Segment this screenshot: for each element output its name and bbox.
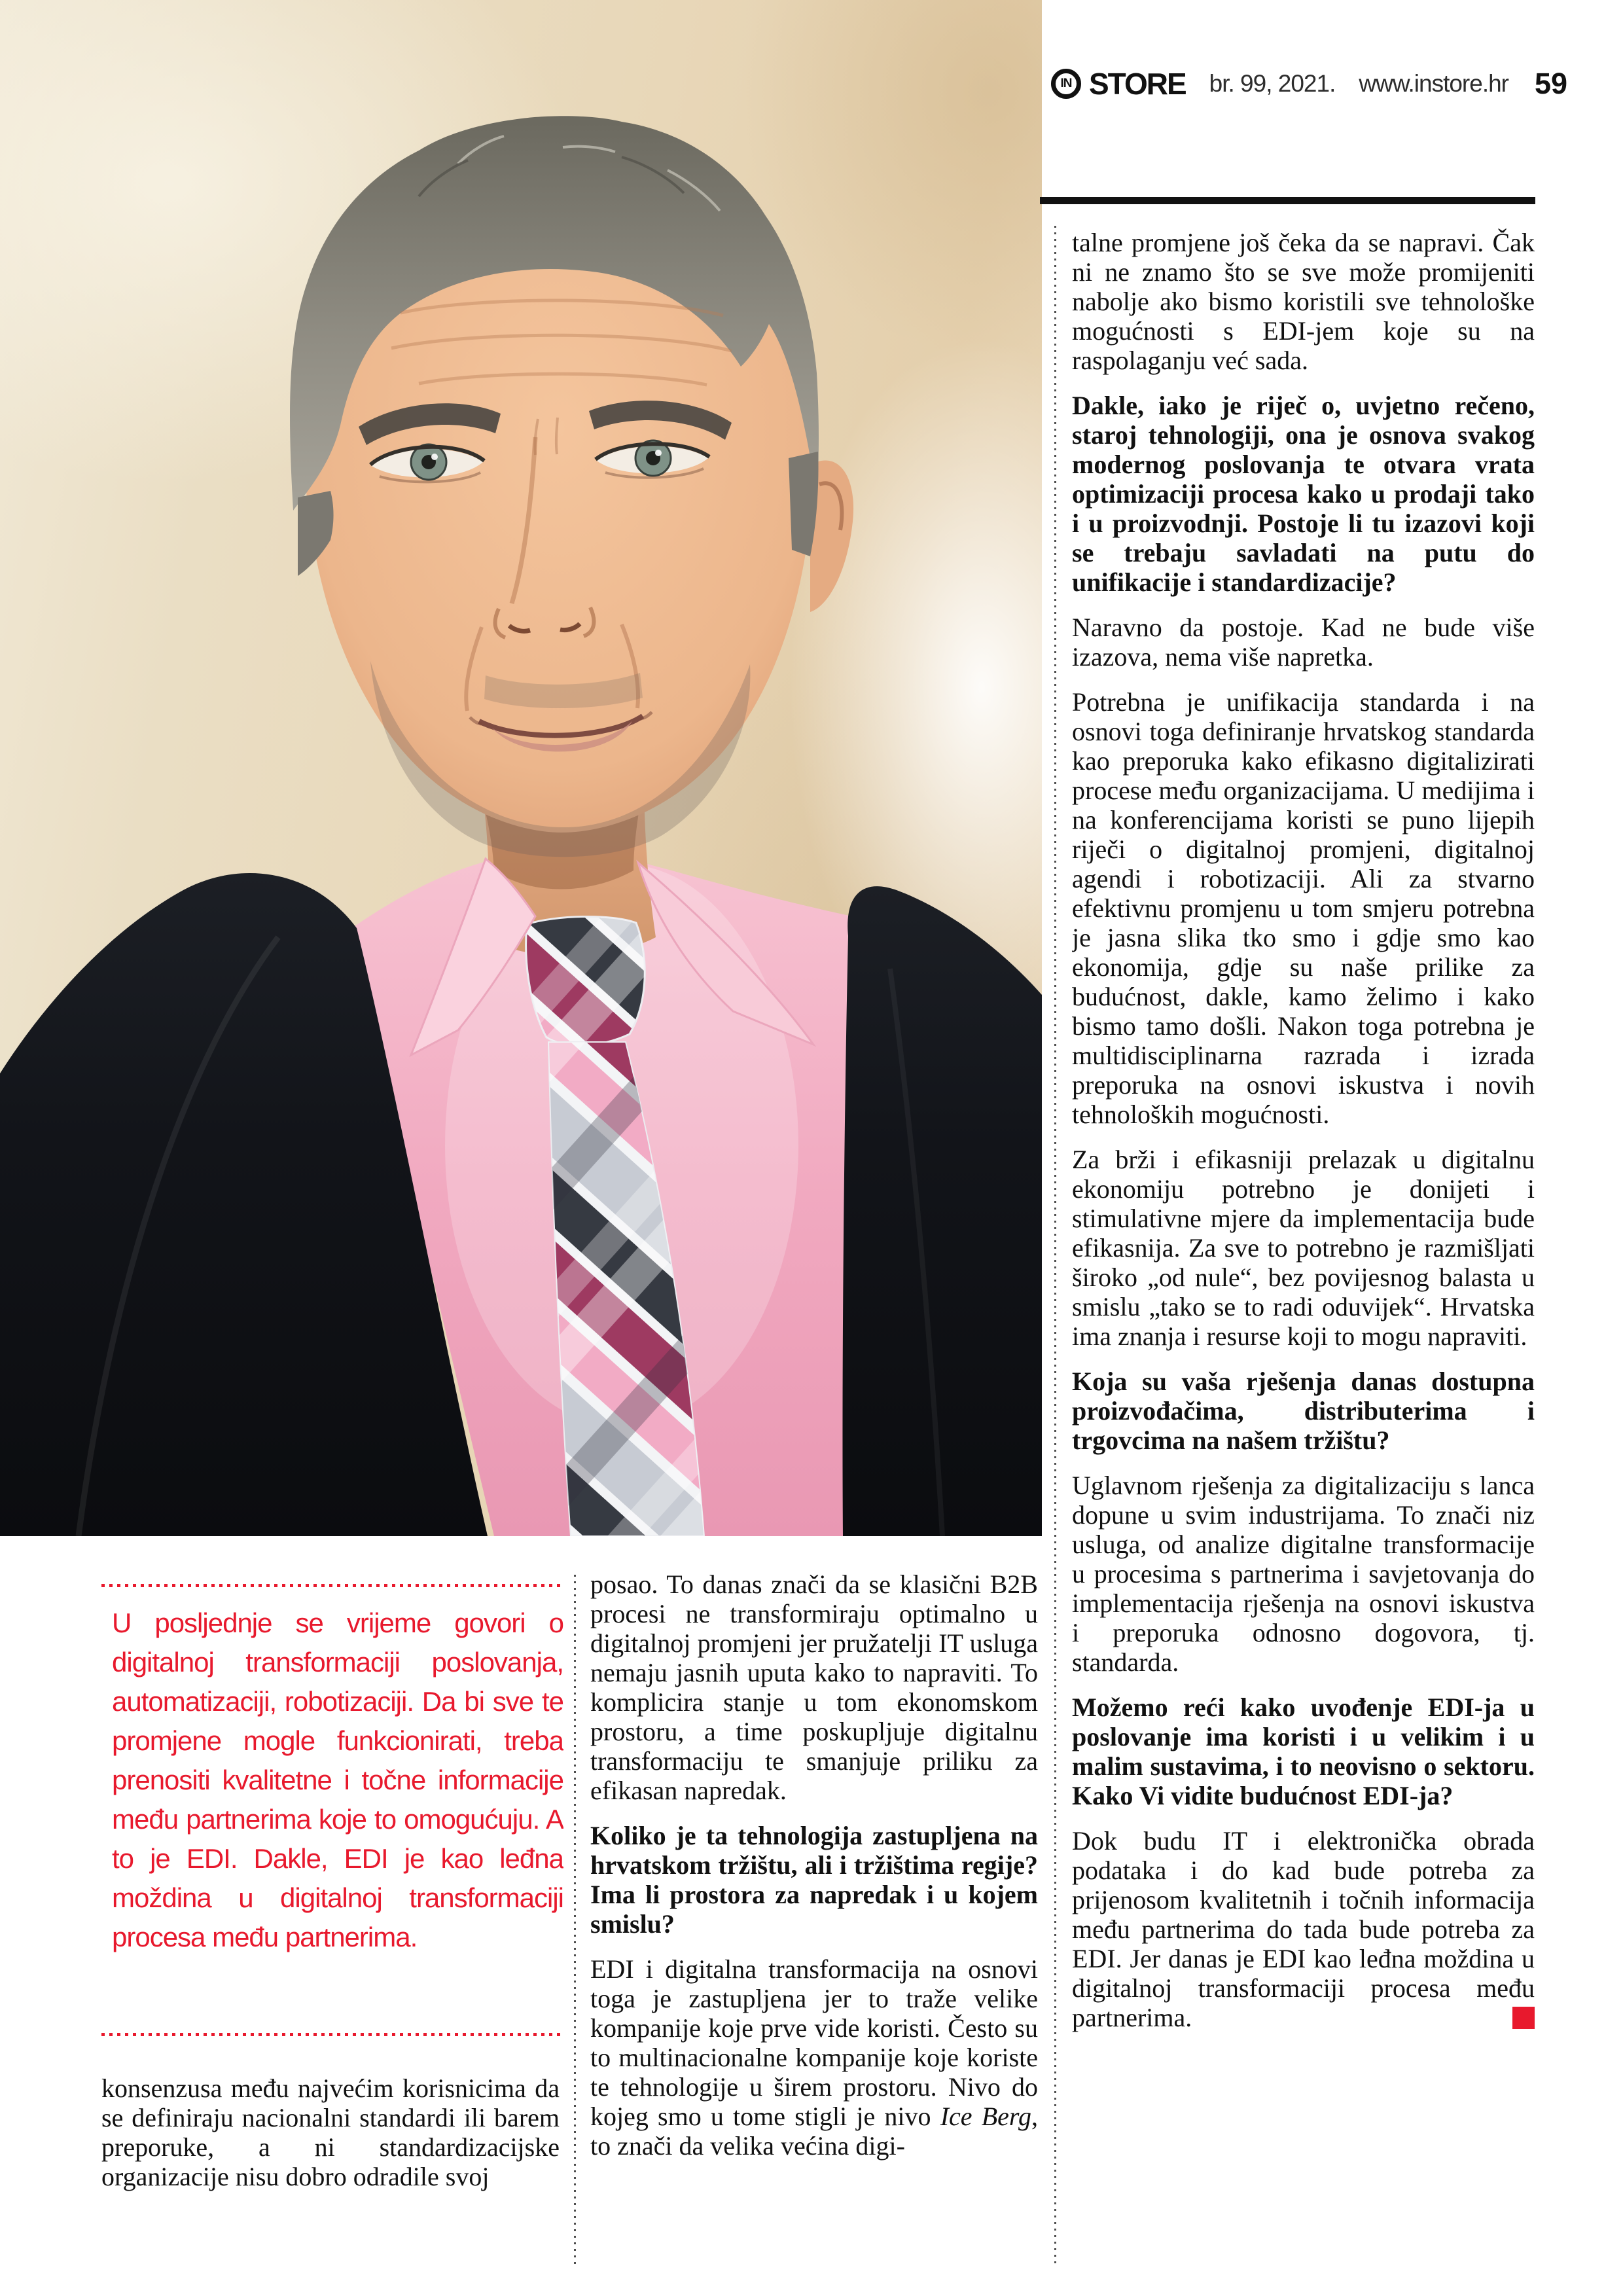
article-end-marker [1512, 2007, 1535, 2029]
column-top-rule [1040, 197, 1535, 204]
paragraph-segment: , to znači da velika većina digi- [590, 2102, 1038, 2161]
interview-question: Koliko je ta tehnologija zastupljena na hrvatskom tržištu, ali i tržištima regije? Ima li prostora za napredak i u kojem smislu? [590, 1821, 1038, 1939]
article-column-left [101, 2073, 560, 2270]
article-column-right [1072, 228, 1535, 2191]
paragraph: posao. To danas znači da se klasični B2B procesi ne transformiraju optimalno u digitalnoj promjeni jer pružatelji IT usluga nemaju jasnih uputa kako to napraviti. To komplicira stanje u tom ekonomskom prostoru, a time poskupljuje digitalnu transformaciju te smanjuje priliku za efikasan napredak. [590, 1570, 1038, 1805]
issue-number: br. 99, 2021. [1209, 70, 1336, 97]
quote-top-dotted-rule [101, 1584, 561, 1587]
portrait-illustration [0, 0, 1042, 1536]
paragraph [590, 1954, 1038, 2161]
website-url: www.instore.hr [1359, 70, 1509, 97]
pull-quote: U posljednje se vrijeme govori o digitalnoj transformaciji poslovanja, automatizaciji, robotizaciji. Da bi sve te promjene mogle funkcionirati, treba prenositi kvalitetne i točne informacije među partnerima koje to omogućuju. A to je EDI. Dakle, EDI je kao leđna moždina u digitalnoj transformaciji procesa među partnerima. [112, 1607, 563, 1952]
paragraph [1072, 1826, 1535, 2032]
brand-name: STORE [1089, 67, 1186, 101]
instore-logo-icon [1051, 69, 1081, 99]
column-divider-dotted [1054, 226, 1056, 2266]
portrait-photo [0, 0, 1042, 1536]
interview-question: Možemo reći kako uvođenje EDI-ja u poslovanje ima koristi i u velikim i u malim sustavima, i to neovisno o sektoru. Kako Vi vidite budućnost EDI-ja? [1072, 1693, 1535, 1810]
paragraph: talne promjene još čeka da se napravi. Čak ni ne znamo što se sve može promijeniti nabolje ako bismo koristili sve tehnološke mogućnosti s EDI-jem koje su na raspolaganju već sada. [1072, 228, 1535, 375]
paragraph: Za brži i efikasniji prelazak u digitalnu ekonomiju potrebno je donijeti i stimulativne mjere da implementacija bude efikasnija. Za sve to potrebno je razmišljati široko „od nule“, bez povijesnog balasta u smislu „tako se to radi oduvijek“. Hrvatska ima znanja i resurse koji to mogu napraviti. [1072, 1145, 1535, 1351]
page-header [1051, 56, 1568, 111]
article-column-middle [590, 1570, 1038, 2269]
logo-in-text: IN [1060, 77, 1072, 90]
quote-bottom-dotted-rule [101, 2033, 561, 2036]
interview-question: Koja su vaša rješenja danas dostupna proizvođačima, distributerima i trgovcima na našem tržištu? [1072, 1367, 1535, 1455]
paragraph: Potrebna je unifikacija standarda i na osnovi toga definiranje hrvatskog standarda kao preporuka kako efikasno digitalizirati procese među organizacijama. U medijima i na konferencijama koristi se puno lijepih riječi o digitalnoj promjeni, digitalnoj agendi i robotizaciji. Ali za stvarno efektivnu promjenu u tom smjeru potrebna je jasna slika tko smo i gdje smo kao ekonomija, gdje su naše prilike za budućnost, dakle, kamo želimo i kako bismo tamo došli. Nakon toga potrebna je multidisciplinarna razrada i izrada preporuka na osnovi iskustva i novih tehnoloških mogućnosti. [1072, 687, 1535, 1129]
interview-question: Dakle, iako je riječ o, uvjetno rečeno, staroj tehnologiji, ona je osnova svakog modernog poslovanja te otvara vrata optimizaciji procesa kako u prodaji tako i u proizvodnji. Postoje li tu izazovi koji se trebaju savladati na putu do unifikacije i standardizacije? [1072, 391, 1535, 597]
page-number: 59 [1535, 67, 1568, 100]
paragraph: Uglavnom rješenja za digitalizaciju s lanca dopune u svim industrijama. To znači niz usluga, od analize digitalne transformacije u procesima s partnerima i savjetovanja do implementacija rješenja na osnovi iskustva i preporuka odnosno dogovora, tj. standarda. [1072, 1471, 1535, 1677]
paragraph: konsenzusa među najvećim korisnicima da se definiraju nacionalni standardi ili barem preporuke, a ni standardizacijske organizacije nisu dobro odradile svoj [101, 2073, 560, 2191]
column-divider-dotted [574, 1575, 576, 2266]
italic-term: Ice Berg [940, 2102, 1031, 2131]
paragraph: Naravno da postoje. Kad ne bude više izazova, nema više napretka. [1072, 613, 1535, 672]
paragraph-segment: EDI i digitalna transformacija na osnovi toga je zastupljena jer to traže velike kompanije koje prve vide koristi. Često su to multinacionalne kompanije koje koriste te tehnologije u širem prostoru. Nivo do kojeg smo u tome stigli je nivo [590, 1954, 1038, 2131]
paragraph-segment: Dok budu IT i elektronička obrada podataka i do kad bude potreba za prijenosom kvalitetnih i točnih informacija među partnerima do tada bude potreba za EDI. Jer danas je EDI kao leđna moždina u digitalnoj transformaciji procesa među partnerima. [1072, 1826, 1535, 2032]
